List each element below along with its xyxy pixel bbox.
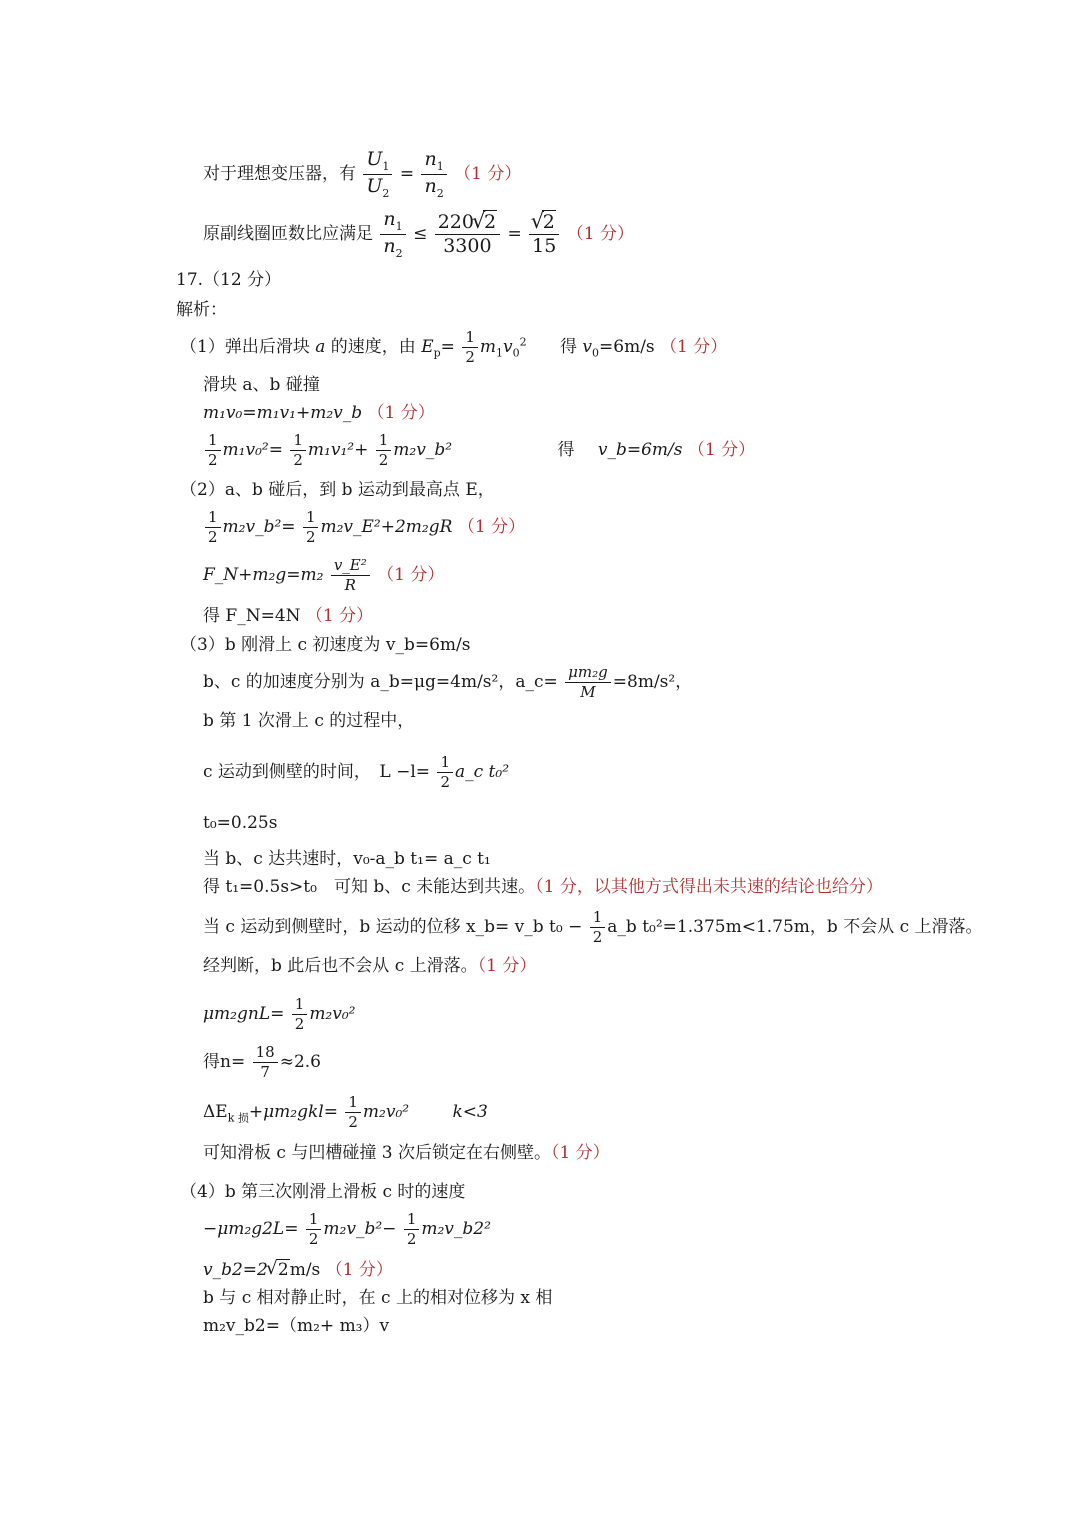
text: −μm₂g2L= bbox=[203, 1219, 299, 1239]
text: ≈2.6 bbox=[279, 1052, 321, 1072]
turns-fraction bbox=[380, 210, 405, 259]
t1-line bbox=[203, 879, 883, 896]
score: （1 分） bbox=[566, 223, 634, 244]
text: μm₂gnL= bbox=[203, 1004, 285, 1024]
num: 1 bbox=[292, 997, 308, 1015]
rad: 2 bbox=[542, 210, 555, 233]
sub: p bbox=[433, 346, 441, 360]
score: （1 分） bbox=[377, 565, 445, 585]
score: （1 分） bbox=[325, 1260, 393, 1280]
sqrt bbox=[474, 210, 497, 233]
sub: 0 bbox=[512, 346, 520, 360]
part-2-result bbox=[203, 608, 373, 625]
part-2-intro: （2）a、b 碰后，到 b 运动到最高点 E， bbox=[180, 480, 495, 500]
den: 2 bbox=[440, 773, 450, 791]
acc-fraction bbox=[565, 665, 611, 700]
text: =8m/s²， bbox=[612, 672, 693, 692]
den: 2 bbox=[348, 1113, 358, 1131]
text: 当 c 运动到侧壁时，b 运动的位移 x_b= v_b t₀ − bbox=[203, 917, 583, 937]
k: k<3 bbox=[452, 1102, 488, 1122]
judge-line bbox=[203, 958, 536, 975]
score: （1 分） bbox=[457, 517, 526, 537]
score: （1 分） bbox=[305, 606, 374, 626]
text: b、c 的加速度分别为 a_b=μg=4m/s²，a_c= bbox=[203, 672, 558, 692]
num: 1 bbox=[345, 1095, 361, 1113]
num: v_E² bbox=[331, 558, 370, 576]
text: c 运动到侧壁的时间， L −l= bbox=[203, 762, 431, 782]
result: 得 F_N=4N bbox=[203, 606, 301, 626]
rad: 2 bbox=[277, 1260, 289, 1280]
momentum-line bbox=[203, 405, 435, 422]
equals: = bbox=[399, 163, 415, 184]
text: 经判断，b 此后也不会从 c 上滑落。 bbox=[203, 956, 478, 976]
num: U bbox=[366, 148, 383, 170]
den: 2 bbox=[406, 1230, 417, 1248]
half-fraction bbox=[376, 433, 392, 468]
transformer-line bbox=[203, 150, 521, 199]
den: n bbox=[383, 234, 396, 257]
text: （1）弹出后滑块 bbox=[180, 337, 316, 357]
eq: = bbox=[440, 337, 455, 357]
den: 2 bbox=[208, 528, 218, 546]
half-fraction bbox=[462, 330, 478, 365]
part-2-energy bbox=[203, 510, 525, 545]
half-fraction bbox=[345, 1095, 361, 1130]
sub: 1 bbox=[495, 346, 503, 360]
text: m/s bbox=[289, 1260, 321, 1280]
centripetal-fraction bbox=[331, 558, 370, 593]
den: 2 bbox=[294, 1015, 305, 1033]
num: 1 bbox=[404, 1212, 420, 1230]
le: ≤ bbox=[413, 223, 428, 244]
voltage-ratio-fraction bbox=[363, 150, 392, 199]
sub: 0 bbox=[592, 346, 600, 360]
part-1-line bbox=[180, 330, 727, 365]
turns-ratio-fraction bbox=[421, 150, 446, 199]
collide-line: 滑块 a、b 碰撞 bbox=[203, 375, 320, 395]
lock-line bbox=[203, 1145, 610, 1162]
vb: v_b=6m/s bbox=[597, 440, 683, 460]
result-fraction bbox=[529, 210, 559, 257]
text: 得 t₁=0.5s>t₀ 可知 b、c 未能达到共速。 bbox=[203, 877, 536, 897]
half-fraction bbox=[306, 1212, 322, 1247]
eq-mid: m₂v_E²+2m₂gR bbox=[320, 517, 453, 537]
num: 1 bbox=[376, 433, 392, 451]
den: M bbox=[580, 683, 596, 701]
den: 2 bbox=[293, 451, 303, 469]
num: 1 bbox=[205, 433, 221, 451]
eq-left: m₂v_b²= bbox=[222, 517, 296, 537]
num: 1 bbox=[462, 330, 478, 348]
n-fraction bbox=[253, 1045, 278, 1080]
num: 1 bbox=[303, 510, 319, 528]
text: m₂v₀² bbox=[309, 1004, 356, 1024]
half-fraction bbox=[404, 1212, 420, 1247]
sub: 1 bbox=[382, 159, 390, 173]
v: v bbox=[582, 337, 593, 357]
sub: 2 bbox=[395, 246, 403, 260]
num: 1 bbox=[306, 1212, 322, 1230]
num: n bbox=[424, 148, 437, 170]
num: n bbox=[383, 208, 396, 230]
text: ΔE bbox=[203, 1102, 228, 1122]
den: 2 bbox=[465, 348, 475, 366]
Ep: E bbox=[421, 337, 434, 357]
text: 的速度，由 bbox=[325, 337, 422, 357]
sub: 1 bbox=[436, 159, 444, 173]
den: 2 bbox=[208, 451, 218, 469]
half-fraction bbox=[590, 910, 606, 945]
text: v_b2=2 bbox=[203, 1260, 268, 1280]
den: U bbox=[366, 174, 383, 197]
part-4-energy bbox=[203, 1212, 491, 1247]
t0-line: t₀=0.25s bbox=[203, 813, 278, 833]
sqrt bbox=[533, 210, 556, 233]
text: m₂v₀² bbox=[362, 1102, 410, 1122]
part-2-force bbox=[203, 558, 444, 593]
voltage-fraction bbox=[435, 210, 500, 257]
score: （1 分） bbox=[454, 163, 522, 184]
half-fraction bbox=[303, 510, 319, 545]
momentum-final-line: m₂v_b2=（m₂+ m₃）v bbox=[203, 1316, 390, 1336]
half-fraction bbox=[292, 997, 308, 1032]
sup: 2 bbox=[519, 335, 527, 349]
v: v bbox=[502, 337, 513, 357]
part-3-first: b 第 1 次滑上 c 的过程中， bbox=[203, 711, 415, 731]
num: 1 bbox=[205, 510, 221, 528]
den: 3300 bbox=[443, 234, 492, 257]
friction-energy-line bbox=[203, 997, 355, 1032]
eq-left: F_N+m₂g=m₂ bbox=[203, 565, 324, 585]
den: n bbox=[424, 174, 437, 197]
text: 得 bbox=[557, 440, 575, 460]
score: （1 分） bbox=[687, 440, 756, 460]
den: 2 bbox=[592, 928, 603, 946]
score: （1 分） bbox=[367, 403, 435, 423]
score: （1 分） bbox=[477, 956, 537, 976]
den: 2 bbox=[305, 528, 316, 546]
sub: 2 bbox=[382, 186, 390, 200]
a: a bbox=[315, 337, 326, 357]
num: 1 bbox=[290, 433, 306, 451]
eq-right: m₂v_b² bbox=[393, 440, 453, 460]
n-result-line bbox=[203, 1045, 321, 1080]
text: 可知滑板 c 与凹槽碰撞 3 次后锁定在右侧壁。 bbox=[203, 1143, 551, 1163]
half-fraction bbox=[437, 755, 453, 790]
question-17-header: 17.（12 分） bbox=[176, 270, 282, 290]
text: +μm₂gkl= bbox=[248, 1102, 338, 1122]
relative-line: b 与 c 相对静止时，在 c 上的相对位移为 x 相 bbox=[203, 1288, 553, 1308]
half-fraction bbox=[290, 433, 306, 468]
text: m₂v_b2² bbox=[421, 1219, 491, 1239]
rad: 2 bbox=[483, 210, 497, 233]
part-3-acceleration bbox=[203, 665, 692, 700]
num: 18 bbox=[253, 1045, 278, 1063]
num: 1 bbox=[590, 910, 606, 928]
part-4-intro: （4）b 第三次刚滑上滑板 c 时的速度 bbox=[180, 1182, 466, 1202]
text: a_b t₀²=1.375m<1.75m，b 不会从 c 上滑落。 bbox=[607, 917, 983, 937]
sub: k 损 bbox=[227, 1111, 249, 1125]
sqrt bbox=[268, 1262, 290, 1279]
den: 15 bbox=[532, 234, 557, 257]
sub: 1 bbox=[395, 219, 403, 233]
score: （1 分） bbox=[550, 1143, 610, 1163]
jiexi-label: 解析： bbox=[176, 300, 227, 320]
num: μm₂g bbox=[565, 665, 611, 683]
text: 原副线圈匝数比应满足 bbox=[203, 223, 373, 244]
den: R bbox=[344, 576, 356, 594]
equals: = bbox=[507, 223, 522, 244]
half-fraction bbox=[205, 510, 221, 545]
energy-line bbox=[203, 433, 755, 468]
delta-e-line bbox=[203, 1095, 488, 1130]
den: 2 bbox=[378, 451, 389, 469]
text: 得 bbox=[560, 337, 583, 357]
part-3-time bbox=[203, 755, 509, 790]
num: 1 bbox=[437, 755, 453, 773]
common-speed-line: 当 b、c 达共速时，v₀-a_b t₁= a_c t₁ bbox=[203, 849, 491, 869]
momentum-eq: m₁v₀=m₁v₁+m₂v_b bbox=[203, 403, 363, 423]
vb2-line bbox=[203, 1262, 393, 1279]
score: （1 分） bbox=[660, 337, 728, 357]
den: 7 bbox=[260, 1063, 270, 1081]
text: 对于理想变压器，有 bbox=[203, 163, 356, 184]
half-fraction bbox=[205, 433, 221, 468]
eq-left: m₁v₀²= bbox=[222, 440, 283, 460]
num: 220 bbox=[437, 210, 474, 233]
eq-mid: m₁v₁²+ bbox=[307, 440, 369, 460]
displacement-line bbox=[203, 910, 983, 945]
sub: 2 bbox=[436, 186, 444, 200]
text: m₂v_b²− bbox=[323, 1219, 397, 1239]
den: 2 bbox=[308, 1230, 319, 1248]
m: m bbox=[479, 337, 496, 357]
text: 得n= bbox=[203, 1052, 246, 1072]
text: a_c t₀² bbox=[455, 762, 510, 782]
part-3-intro: （3）b 刚滑上 c 初速度为 v_b=6m/s bbox=[180, 635, 471, 655]
turns-ratio-line bbox=[203, 210, 634, 259]
score: （1 分，以其他方式得出未共速的结论也给分） bbox=[535, 877, 883, 897]
result: =6m/s bbox=[599, 337, 655, 357]
